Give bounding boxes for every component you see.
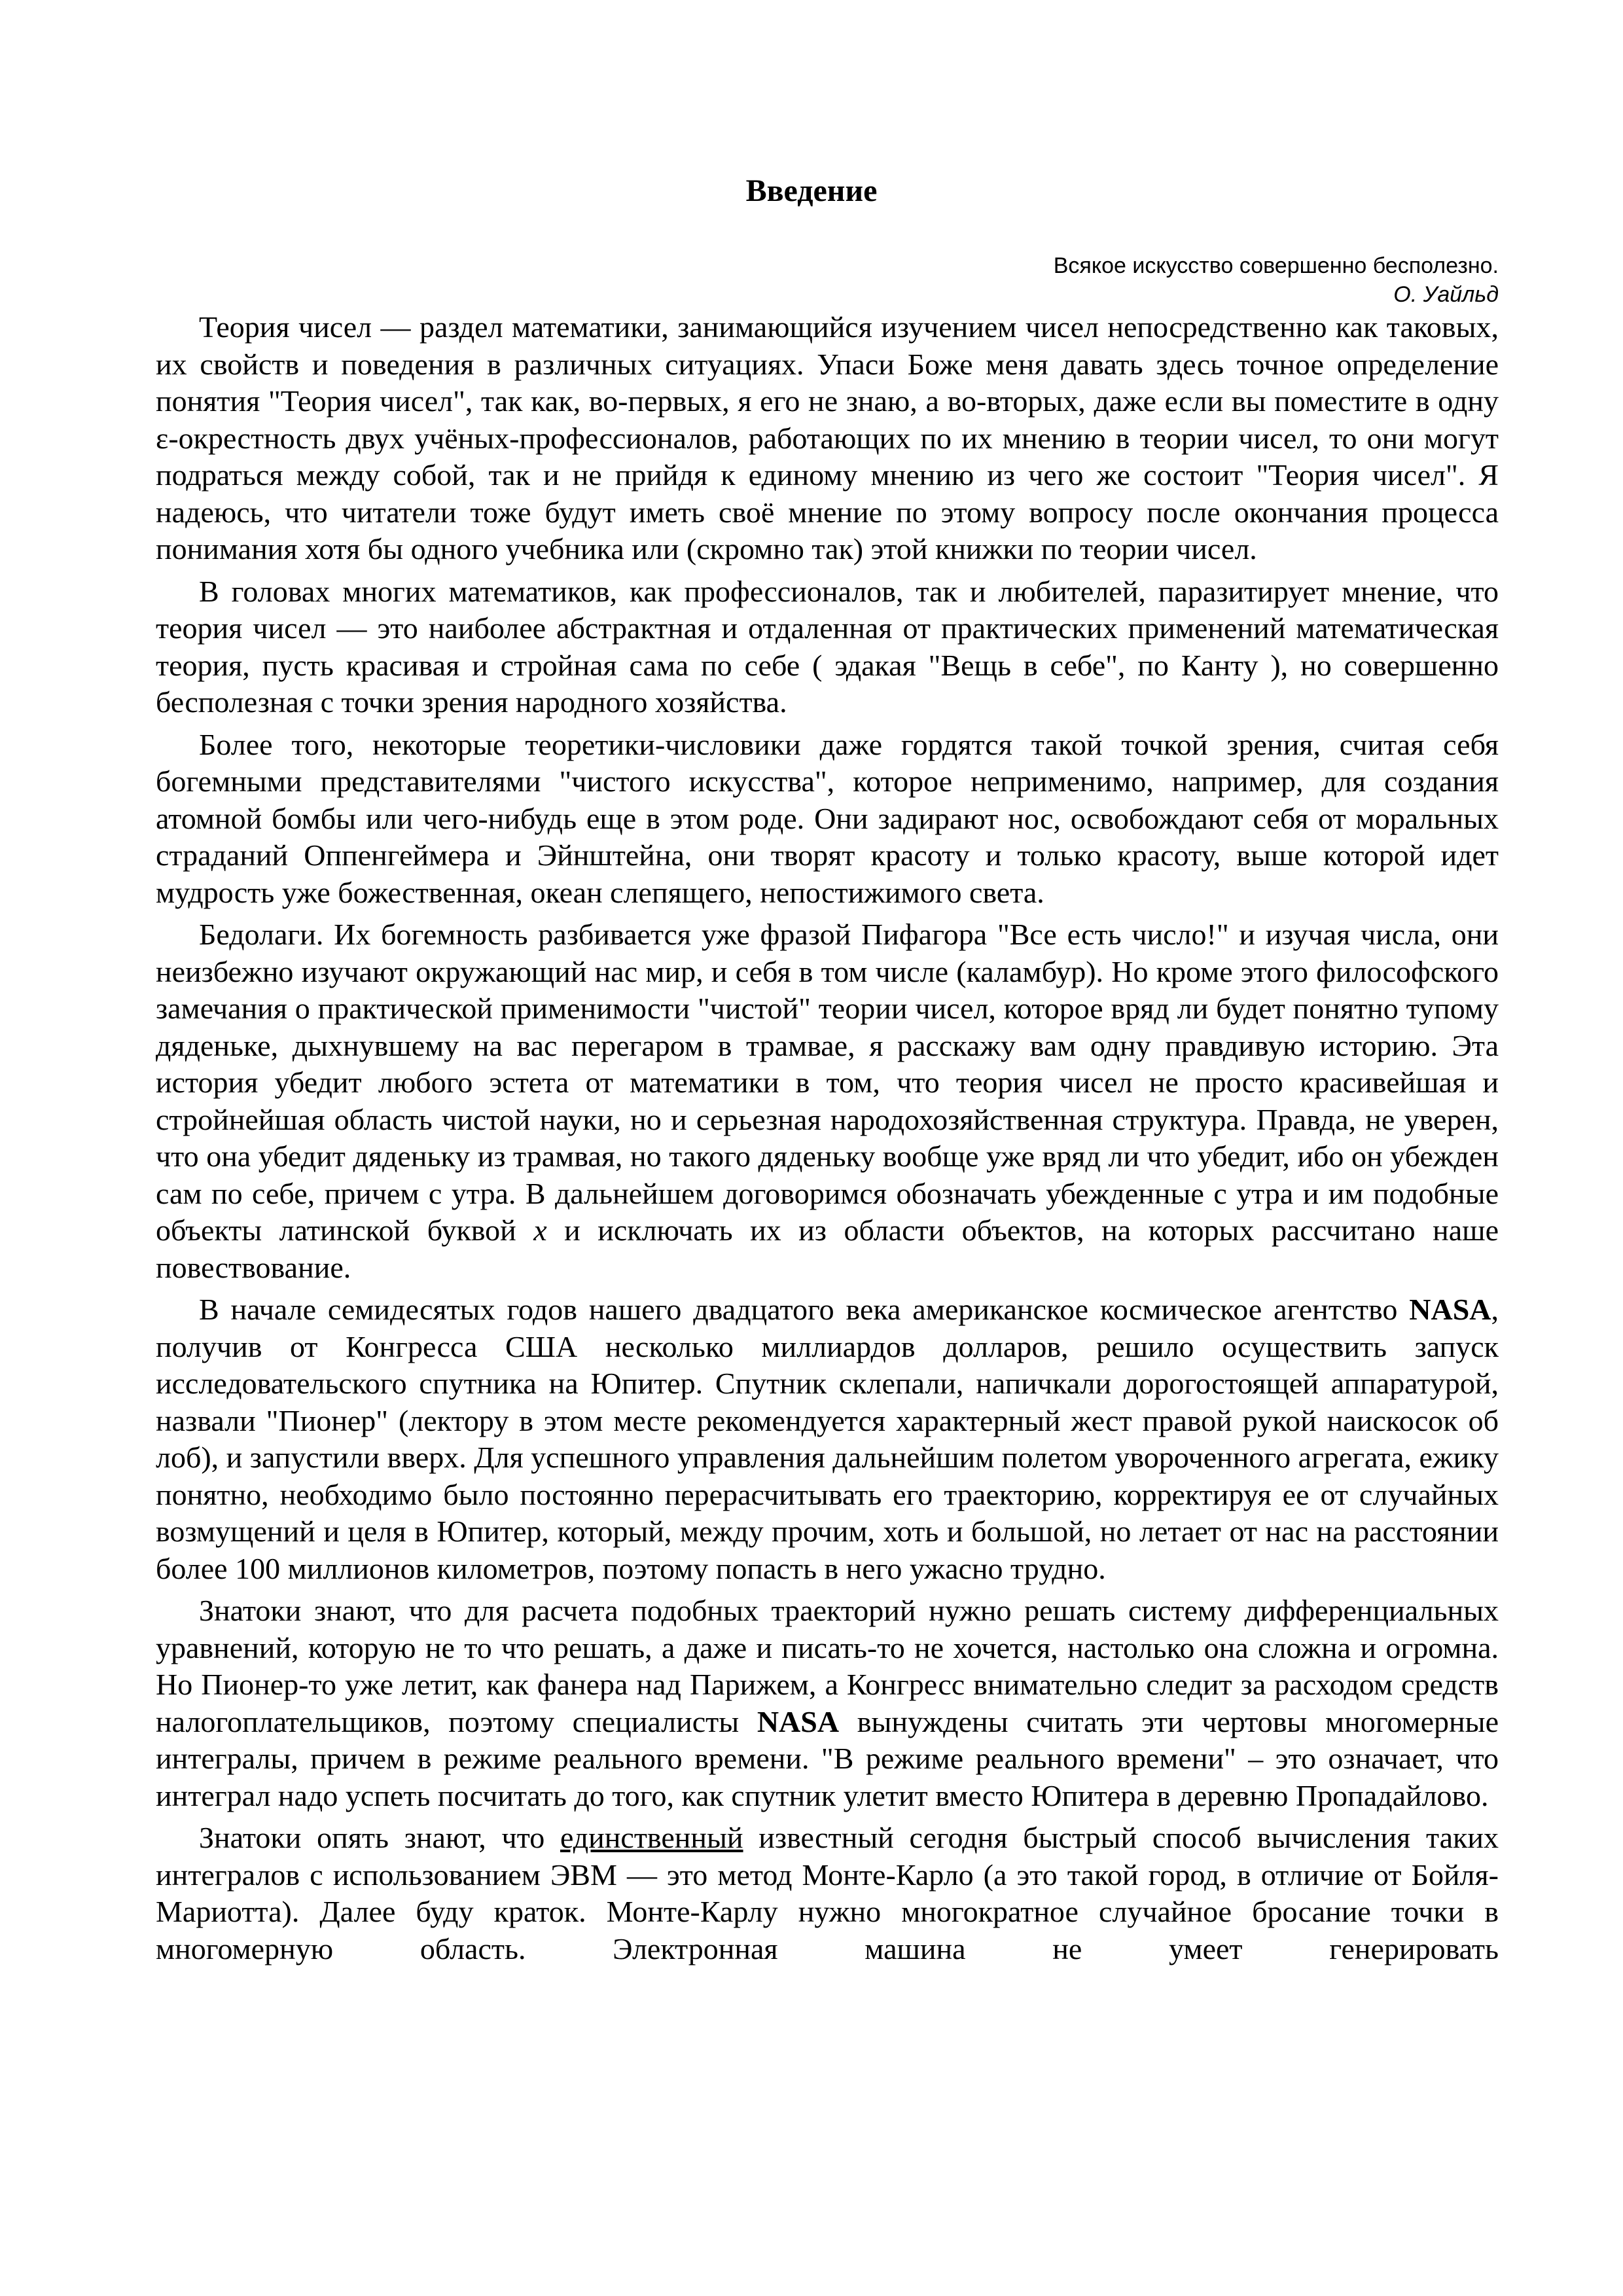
paragraph-2: В головах многих математиков, как профессионалов, так и любителей, паразитирует мнение, что теория чисел — это наиболее абстрактная и отдаленная от практических применений математическая теория, пусть красивая и стройная сама по себе ( эдакая "Вещь в себе", по Канту ), но совершенно бесполезная с точки зрения народного хозяйства. [156, 574, 1499, 719]
body-text [156, 309, 1499, 1973]
paragraph-3: Более того, некоторые теоретики-числовики даже гордятся такой точкой зрения, считая себя богемными представителями "чистого искусства", которое неприменимо, например, для создания атомной бомбы или чего-нибудь еще в этом роде. Они задирают нос, освобождают себя от моральных страданий Оппенгеймера и Эйнштейна, они творят красоту и только красоту, выше которой идет мудрость уже божественная, океан слепящего, непостижимого света. [156, 727, 1499, 909]
paragraph-4 [156, 916, 1499, 1286]
paragraph-5 [156, 1291, 1499, 1587]
epigraph [582, 251, 1499, 309]
page-title: Введение [745, 173, 878, 208]
paragraph-6 [156, 1592, 1499, 1814]
paragraph-1: Теория чисел — раздел математики, занимающийся изучением чисел непосредственно как таковых, их свойств и поведения в различных ситуациях. Упаси Боже меня давать здесь точное определение понятия "Теория чисел", так как, во-первых, я его не знаю, а во-вторых, даже если вы поместите в одну ε-окрестность двух учёных-профессионалов, работающих по их мнению в теории чисел, то они могут подраться между собой, так и не прийдя к единому мнению из чего же состоит "Теория чисел". Я надеюсь, что читатели тоже будут иметь своё мнение по этому вопросу после окончания процесса понимания хотя бы одного учебника или (скромно так) этой книжки по теории чисел. [156, 310, 1499, 565]
nasa-bold: NASA [757, 1704, 840, 1738]
paragraph-5-text-b: , получив от Конгресса США несколько миллиардов долларов, решило осуществить запуск исследовательского спутника на Юпитер. Спутник склепали, напичкали дорогостоящей аппаратурой, назвали "Пионер" (лектору в этом месте рекомендуется характерный жест правой рукой наискосок об лоб), и запустили вверх. Для успешного управления дальнейшим полетом увороченного агрегата, ежику понятно, необходимо было постоянно перерасчитывать его траекторию, корректируя ее от случайных возмущений и целя в Юпитер, который, между прочим, хоть и большой, но летает от нас на расстоянии более 100 миллионов километров, поэтому попасть в него ужасно трудно. [156, 1293, 1499, 1585]
paragraph-7-text-b: известный сегодня быстрый способ вычисления таких интегралов с использованием ЭВМ — это метод Монте-Карло (а это такой город, в отличие от Бойля-Мариотта). Далее буду краток. Монте-Карлу нужно многократное случайное бросание точки в многомерную область. Электронная машина не умеет генерировать [156, 1821, 1499, 1965]
epigraph-quote: Всякое искусство совершенно бесполезно. [1053, 253, 1499, 278]
paragraph-7-text-a: Знатоки опять знают, что [199, 1821, 560, 1854]
paragraph-7 [156, 1820, 1499, 1967]
epigraph-author: О. Уайльд [1393, 282, 1499, 307]
paragraph-6-text-a: Знатоки знают, что для расчета подобных траекторий нужно решать систему дифференциальных уравнений, которую не то что решать, а даже и писать-то не хочется, настолько она сложна и огромна. Но Пионер-то уже летит, как фанера над Парижем, а Конгресс внимательно следит за расходом средств налогоплательщиков, поэтому специалисты [156, 1594, 1499, 1738]
paragraph-5-text-a: В начале семидесятых годов нашего двадцатого века американское космическое агентство [199, 1293, 1410, 1326]
nasa-bold: NASA [1409, 1293, 1491, 1326]
paragraph-6-text-b: вынуждены считать эти чертовы многомерные интегралы, причем в режиме реального времени. "В режиме реального времени" – это означает, что интеграл надо успеть посчитать до того, как спутник улетит вместо Юпитера в деревню Пропадайлово. [156, 1704, 1499, 1812]
paragraph-4-text-a: Бедолаги. Их богемность разбивается уже фразой Пифагора "Все есть число!" и изучая числа, они неизбежно изучают окружающий нас мир, и себя в том числе (каламбур). Но кроме этого философского замечания о практической применимости "чистой" теории чисел, которое вряд ли будет понятно тупому дяденьке, дыхнувшему на вас перегаром в трамвае, я расскажу вам одну правдивую историю. Эта история убедит любого эстета от математики в том, что теория чисел не просто красивейшая и стройнейшая область чистой науки, но и серьезная народохозяйственная структура. Правда, не уверен, что она убедит дяденьку из трамвая, но такого дяденьку вообще уже вряд ли что убедит, ибо он убежден сам по себе, причем с утра. В дальнейшем договоримся обозначать убежденные с утра и им подобные объекты латинской буквой [156, 918, 1499, 1247]
variable-x: x [533, 1213, 547, 1247]
underlined-word: единственный [560, 1821, 743, 1854]
paragraph-4-text-b: и исключать их из области объектов, на которых рассчитано наше повествование. [156, 1213, 1499, 1284]
